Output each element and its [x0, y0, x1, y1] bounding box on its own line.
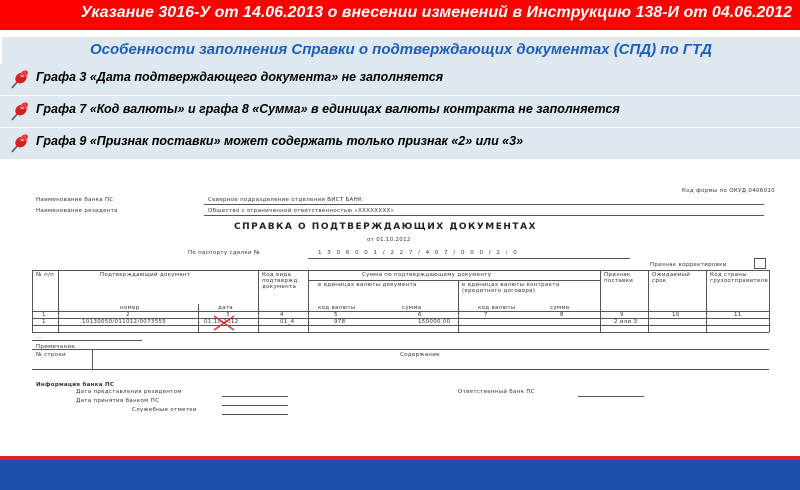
pushpin-icon [7, 131, 31, 155]
bullet-item-2 [0, 96, 800, 127]
divider [222, 396, 288, 397]
divider [58, 270, 59, 332]
row-kind: 01_4 [280, 319, 295, 325]
col-expected: Ожидаемый срок [652, 272, 691, 284]
col-number: 1 [42, 312, 46, 318]
col-doc: Подтверждающий документ [100, 272, 191, 278]
divider [600, 270, 601, 332]
col-number: 11 [734, 312, 742, 318]
divider [32, 325, 769, 326]
col-number: 4 [280, 312, 284, 318]
col-amount-group: Сумма по подтверждающему документу [362, 272, 492, 278]
col-in-contract-currency: в единицах валюты контракта (кредитного договора) [462, 282, 560, 294]
divider [204, 204, 764, 205]
col-number: 3 [226, 312, 230, 318]
row-number: 10130050/011012/0073555 [82, 319, 167, 325]
divider [204, 215, 764, 216]
row-n: 1 [42, 319, 46, 325]
col-num: номер [120, 305, 140, 311]
footer-stripe [0, 456, 800, 460]
col-number: 2 [126, 312, 130, 318]
col-delivery: Признак поставки [604, 272, 634, 284]
col-number: 10 [672, 312, 680, 318]
divider [578, 396, 644, 397]
col-n: № п/п [36, 272, 55, 278]
divider [308, 258, 630, 259]
row-delivery: 2 или 3 [614, 319, 638, 325]
pushpin-icon [7, 99, 31, 123]
col-in-doc-currency: в единицах валюты документа [318, 282, 417, 288]
divider [308, 270, 309, 332]
resident-value: Общество с ограниченной ответственностью «XXXXXXXX» [208, 208, 395, 214]
bank-info-line: Дата принятия банком ПС [76, 398, 160, 404]
divider [32, 332, 769, 333]
col-number: 7 [484, 312, 488, 318]
divider [648, 270, 649, 332]
okud-code: Код формы по ОКУД 0406010 [682, 188, 775, 194]
col-sum-val2: код валюты [478, 305, 516, 311]
col-number: 8 [560, 312, 564, 318]
col-number: 9 [620, 312, 624, 318]
bullet-item-3 [0, 128, 800, 159]
divider [769, 270, 770, 332]
passport-number: 1 3 0 6 0 0 1 / 2 2 7 / 4 0 7 / 0 0 0 / 2 / 0 [318, 250, 519, 256]
divider [198, 304, 199, 332]
divider [32, 369, 769, 370]
bank-info-line: Служебные отметки [132, 407, 197, 413]
pushpin-icon [7, 67, 31, 91]
divider [258, 270, 259, 332]
notes-label: Примечание. [36, 344, 77, 350]
col-sum-val: код валюты [318, 305, 356, 311]
correction-box [754, 258, 766, 269]
col-number: 5 [334, 312, 338, 318]
col-country: Код страны грузоотправителя [710, 272, 768, 284]
row-date: 01.10.2012 [204, 319, 239, 325]
slide-title: Указание 3016-У от 14.06.2013 о внесении изменений в Инструкцию 138-И от 04.06.2012 [80, 4, 792, 21]
divider [706, 270, 707, 332]
divider [458, 280, 459, 332]
title-bar [0, 0, 800, 30]
divider [0, 30, 800, 36]
bank-value: Северное подразделение отделения ВИСТ БАНК [208, 197, 363, 203]
bullet-text: Графа 9 «Признак поставки» может содержать только признак «2» или «3» [36, 134, 524, 148]
bullet-text: Графа 3 «Дата подтверждающего документа» не заполняется [36, 70, 444, 84]
divider [32, 311, 769, 312]
responsible-label: Ответственный банк ПС [458, 389, 535, 395]
form-title: СПРАВКА О ПОДТВЕРЖДАЮЩИХ ДОКУМЕНТАХ [234, 222, 537, 232]
subheader-title: Особенности заполнения Справки о подтверждающих документах (СПД) по ГТД [89, 41, 712, 58]
divider [32, 349, 769, 350]
resident-label: Наименование резидента [36, 208, 118, 214]
col-number: 6 [418, 312, 422, 318]
divider [92, 349, 93, 369]
notes-row-label: № строки [36, 352, 66, 358]
bank-info-line: Дата представления резидентом [76, 389, 182, 395]
col-date: дата [218, 305, 233, 311]
divider [222, 414, 288, 415]
row-currency: 978 [334, 319, 346, 325]
divider [222, 405, 288, 406]
row-amount: 150000.00 [418, 319, 451, 325]
form-date: от 01.10.2012 [367, 237, 411, 243]
divider [308, 280, 600, 281]
strike-through-mark [212, 314, 236, 332]
bank-label: Наименование банка ПС [36, 197, 114, 203]
divider [32, 340, 142, 341]
subheader-bar [2, 37, 800, 64]
divider [32, 270, 33, 332]
col-kind: Код вида подтвержд. документа [262, 272, 300, 290]
col-sum2: сумма [550, 305, 570, 311]
divider [32, 270, 769, 271]
ellipsis: ... [36, 334, 43, 340]
bank-info-label: Информация банка ПС [36, 382, 115, 388]
notes-content-label: Содержание [400, 352, 440, 358]
passport-label: По паспорту сделки № [188, 250, 260, 256]
bullet-item-1 [0, 64, 800, 95]
footer-bar [0, 456, 800, 490]
correction-label: Признак корректировки [650, 262, 727, 268]
spd-form-image [22, 184, 777, 418]
col-sum: сумма [402, 305, 422, 311]
bullet-text: Графа 7 «Код валюты» и графа 8 «Сумма» в единицах валюты контракта не заполняется [36, 102, 620, 116]
